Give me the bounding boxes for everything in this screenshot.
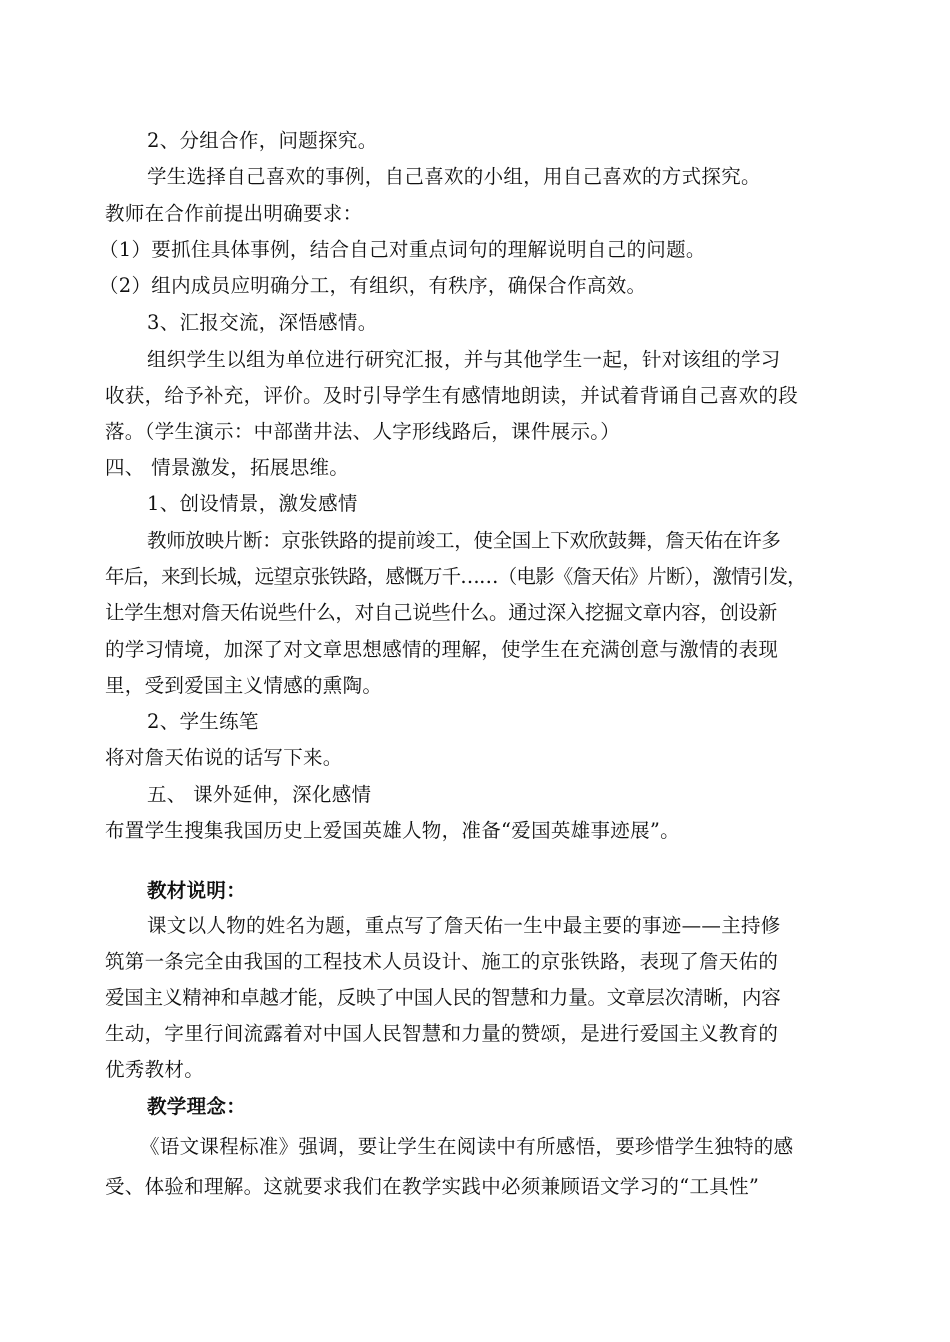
paragraph-line: 爱国主义精神和卓越才能，反映了中国人民的智慧和力量。文章层次清晰，内容	[105, 986, 781, 1009]
section-4-heading: 四、 情景激发，拓展思维。	[105, 456, 350, 479]
materials-heading: 教材说明：	[147, 879, 247, 902]
paragraph-line: 布置学生搜集我国历史上爱国英雄人物，准备“爱国英雄事迹展”。	[105, 819, 680, 842]
subsection-heading: 2、学生练笔	[147, 710, 259, 733]
paragraph-line: 优秀教材。	[105, 1058, 205, 1081]
requirement-2: （2）组内成员应明确分工，有组织，有秩序，确保合作高效。	[99, 274, 647, 297]
paragraph-line: 教师在合作前提出明确要求：	[105, 202, 363, 225]
paragraph-line: 受、体验和理解。这就要求我们在教学实践中必须兼顾语文学习的“工具性”	[105, 1175, 760, 1198]
step-2-heading: 2、分组合作，问题探究。	[147, 129, 378, 152]
step-3-heading: 3、汇报交流，深悟感情。	[147, 311, 378, 334]
paragraph-line: 里，受到爱国主义情感的熏陶。	[105, 674, 383, 697]
paragraph-line: 《语文课程标准》强调，要让学生在阅读中有所感悟，要珍惜学生独特的感	[140, 1135, 794, 1158]
paragraph-line: 组织学生以组为单位进行研究汇报，并与其他学生一起，针对该组的学习	[147, 348, 781, 371]
paragraph-line: 收获，给予补充，评价。及时引导学生有感情地朗读，并试着背诵自己喜欢的段	[105, 384, 799, 407]
paragraph-line: 让学生想对詹天佑说些什么，对自己说些什么。通过深入挖掘文章内容，创设新	[105, 601, 778, 624]
paragraph-line: 落。（学生演示：中部凿井法、人字形线路后，课件展示。）	[105, 420, 621, 443]
paragraph-line: 学生选择自己喜欢的事例，自己喜欢的小组，用自己喜欢的方式探究。	[147, 165, 761, 188]
paragraph-line: 生动，字里行间流露着对中国人民智慧和力量的赞颂，是进行爱国主义教育的	[105, 1022, 779, 1045]
paragraph-line: 将对詹天佑说的话写下来。	[105, 746, 343, 769]
requirement-1: （1）要抓住具体事例，结合自己对重点词句的理解说明自己的问题。	[99, 238, 706, 261]
paragraph-line: 课文以人物的姓名为题，重点写了詹天佑一生中最主要的事迹——主持修	[147, 914, 781, 937]
paragraph-line: 年后，来到长城，远望京张铁路，感慨万千……（电影《詹天佑》片断），激情引发，	[105, 565, 806, 588]
section-5-heading: 五、 课外延伸，深化感情	[147, 783, 372, 806]
paragraph-line: 筑第一条完全由我国的工程技术人员设计、施工的京张铁路，表现了詹天佑的	[105, 950, 779, 973]
philosophy-heading: 教学理念：	[147, 1095, 247, 1118]
paragraph-line: 教师放映片断：京张铁路的提前竣工，使全国上下欢欣鼓舞，詹天佑在许多	[147, 529, 781, 552]
subsection-heading: 1、创设情景，激发感情	[147, 492, 358, 515]
paragraph-line: 的学习情境，加深了对文章思想感情的理解，使学生在充满创意与激情的表现	[105, 638, 779, 661]
